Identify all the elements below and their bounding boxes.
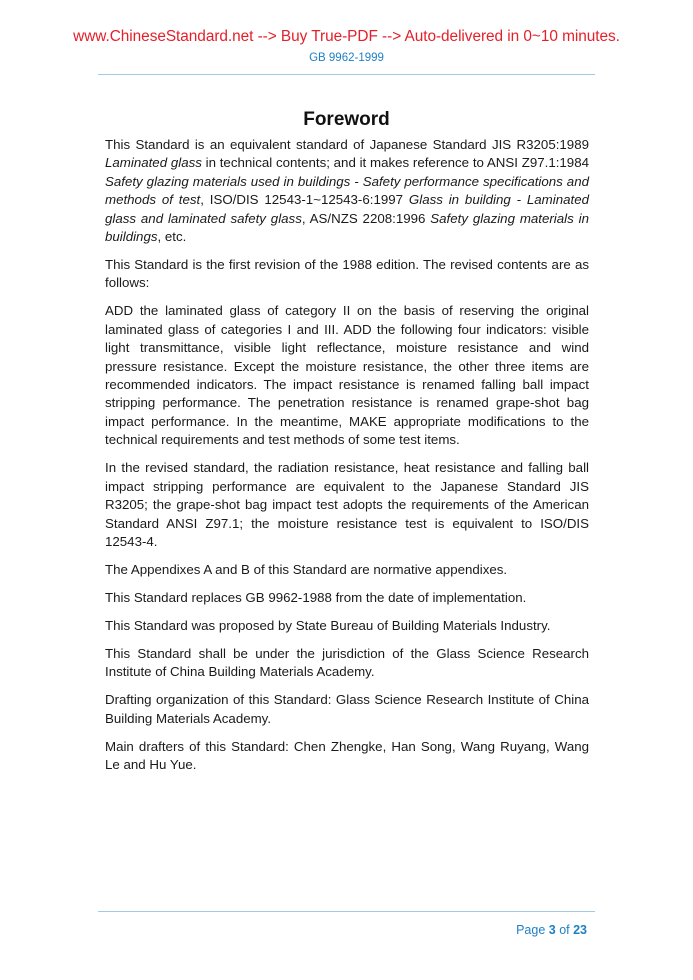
footer-divider bbox=[98, 911, 595, 912]
paragraph-revision: This Standard is the first revision of the 1988 edition. The revised contents are as follows: bbox=[105, 257, 589, 291]
total-page-count: 23 bbox=[573, 923, 587, 937]
page-indicator bbox=[516, 923, 587, 937]
text-segment: in technical contents; and it makes reference to ANSI Z97.1:1984 bbox=[201, 155, 589, 171]
page-title: Foreword bbox=[303, 108, 390, 130]
text-segment: , etc. bbox=[157, 229, 187, 245]
text-segment: , ISO/DIS 12543-1~12543-6:1997 bbox=[200, 192, 409, 208]
italic-title-ansi: Safety glazing materials used in buildings - Safety performance specifications and methods of test bbox=[105, 173, 589, 208]
current-page-number: 3 bbox=[548, 923, 556, 937]
paragraph-equivalence: In the revised standard, the radiation resistance, heat resistance and falling ball impact stripping performance are equivalent to the Japanese Standard JIS R3205; the grape-shot bag impact test adopts the requirements of the American Standard ANSI Z97.1; the moisture resistance test is equivalent to ISO/DIS 12543-4. bbox=[105, 460, 589, 549]
promo-banner[interactable]: www.ChineseStandard.net --> Buy True-PDF --> Auto-delivered in 0~10 minutes. bbox=[73, 28, 620, 45]
text-segment: This Standard is an equivalent standard of Japanese Standard JIS R3205:1989 bbox=[105, 137, 589, 152]
header-divider bbox=[98, 74, 595, 75]
italic-title-asnzs: Safety glazing materials in buildings bbox=[105, 210, 589, 245]
document-code: GB 9962-1999 bbox=[309, 52, 384, 64]
text-segment: , AS/NZS 2208:1996 bbox=[301, 210, 431, 226]
paragraph-drafting-org: Drafting organization of this Standard: Glass Science Research Institute of China Building Materials Academy. bbox=[105, 692, 589, 726]
of-label: of bbox=[555, 923, 574, 937]
page-label: Page bbox=[516, 923, 549, 937]
paragraph-replaces: This Standard replaces GB 9962-1988 from the date of implementation. bbox=[105, 589, 527, 605]
italic-title-iso: Glass in building - Laminated glass and laminated safety glass bbox=[105, 192, 589, 226]
paragraph-drafters: Main drafters of this Standard: Chen Zhengke, Han Song, Wang Ruyang, Wang Le and Hu Yue. bbox=[105, 738, 589, 773]
paragraph-additions: ADD the laminated glass of category II on the basis of reserving the original laminated glass of categories I and III. ADD the following four indicators: visible light transmittance, visible light reflectance, moisture resistance and wind pressure resistance. Except the moisture resistance, the other three items are recommended indicators. The impact resistance is renamed falling ball impact stripping performance. The penetration resistance is renamed grape-shot bag impact performance. In the meantime, MAKE appropriate modifications to the technical requirements and test methods of some test items. bbox=[105, 303, 589, 448]
paragraph-references bbox=[105, 136, 589, 246]
italic-title-laminated-glass: Laminated glass bbox=[105, 155, 202, 171]
paragraph-jurisdiction: This Standard shall be under the jurisdiction of the Glass Science Research Institute of China Building Materials Academy. bbox=[105, 645, 589, 680]
paragraph-appendixes: The Appendixes A and B of this Standard are normative appendixes. bbox=[105, 561, 508, 577]
paragraph-proposed: This Standard was proposed by State Bureau of Building Materials Industry. bbox=[105, 617, 551, 633]
foreword-body bbox=[105, 136, 589, 784]
